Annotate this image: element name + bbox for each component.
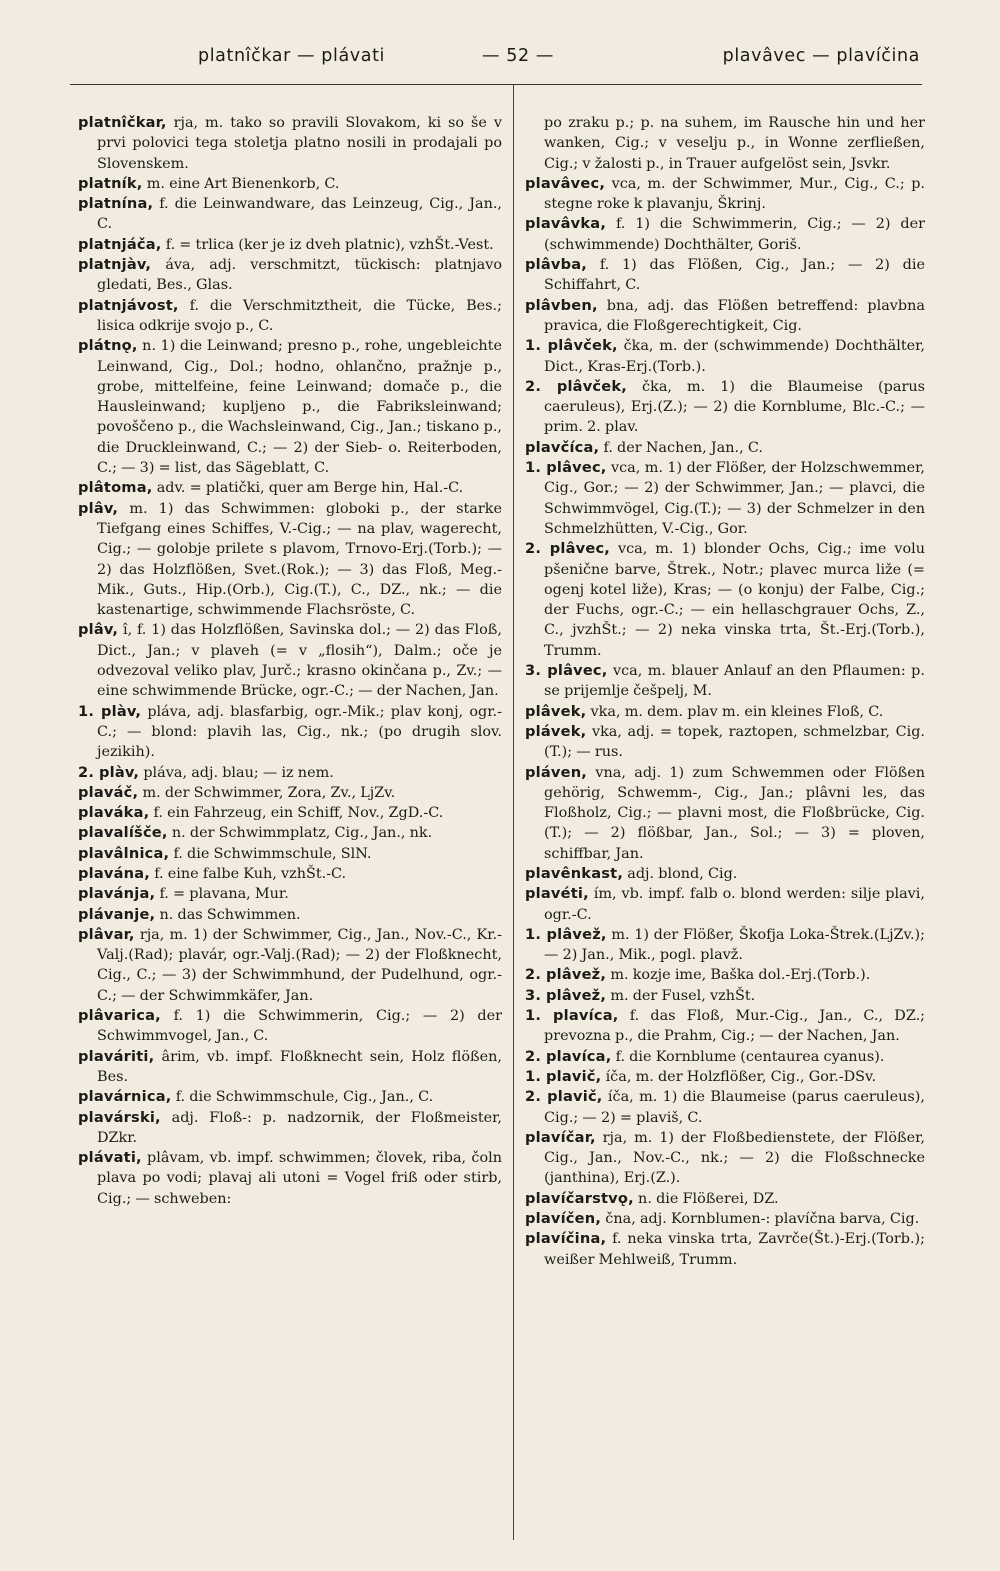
entry-definition: vca, m. blauer Anlauf an den Pflaumen: p. se prijemlje češpelj, M. — [544, 663, 925, 700]
left-column — [78, 113, 502, 1553]
dictionary-entry — [78, 1108, 502, 1149]
dictionary-entry — [525, 1189, 925, 1209]
entry-definition: î, f. 1) das Holzflößen, Savinska dol.; — 2) das Floß, Dict., Jan.; v plaveh (= v „flosih“), Dalm.; oče je odvezoval veliko plav, Jurč.; krasno okinčana p., Zv.; — eine schwimmende Brücke, ogr.-C.; — der Nachen, Jan. — [97, 622, 502, 700]
dictionary-entry — [525, 722, 925, 763]
entry-headword: plavíčina, — [525, 1230, 607, 1248]
entry-definition: f. die Kornblume (centaurea cyanus). — [615, 1048, 885, 1065]
entry-headword: plavíčarstvǫ, — [525, 1189, 634, 1207]
entry-headword: plávanje, — [78, 905, 156, 923]
dictionary-entry — [78, 296, 502, 337]
dictionary-entry — [78, 803, 502, 823]
entry-definition: plâvam, vb. impf. schwimmen; človek, riba, čoln plava po vodi; plavaj ali utoni = Vogel friß oder stirb, Cig.; — schweben: — [97, 1150, 502, 1207]
dictionary-entry — [525, 1047, 925, 1067]
entry-definition: bna, adj. das Flößen betreffend: plavbna pravica, die Floßgerechtigkeit, Cig. — [544, 297, 925, 334]
dictionary-entry — [78, 620, 502, 701]
entry-definition: f. = trlica (ker je iz dveh platnic), vzhŠt.-Vest. — [165, 236, 494, 253]
entry-headword: 2. plâvež, — [525, 966, 607, 984]
page-number: — 52 — — [482, 46, 554, 66]
running-header — [70, 46, 920, 76]
entry-definition: vna, adj. 1) zum Schwemmen oder Flößen gehörig, Schwemm-, Cig., Jan.; plâvni les, das Floßholz, Cig.; — plavni most, die Floßbrücke, Cig.(T.); — 2) flößbar, Jan., Sol.; — 3) = ploven, schiffbar, Jan. — [544, 764, 925, 862]
dictionary-entry — [78, 235, 502, 255]
header-right-guide: plavâvec — plavíčina — [722, 46, 920, 66]
entry-definition: f. die Schwimmschule, SlN. — [173, 845, 372, 862]
entry-definition: f. neka vinska trta, Zavrče(Št.)-Erj.(Torb.); weißer Mehlweiß, Trumm. — [544, 1231, 925, 1268]
dictionary-entry — [78, 702, 502, 763]
entry-headword: plávati, — [78, 1149, 142, 1167]
entry-definition: adv. = platički, quer am Berge hin, Hal.-C. — [156, 480, 464, 497]
entry-headword: pláven, — [525, 763, 588, 781]
dictionary-entry — [78, 864, 502, 884]
dictionary-entry — [525, 255, 925, 296]
entry-headword: plâv, — [78, 499, 119, 517]
dictionary-entry — [525, 1067, 925, 1087]
dictionary-entry — [78, 823, 502, 843]
right-column — [525, 113, 925, 1553]
entry-headword: platnjávost, — [78, 296, 179, 314]
entry-headword: 1. plàv, — [78, 702, 142, 720]
entry-headword: plavčíca, — [525, 438, 600, 456]
dictionary-entry — [78, 113, 502, 174]
entry-definition: f. 1) das Flößen, Cig., Jan.; — 2) die Schiffahrt, C. — [544, 257, 925, 294]
dictionary-entry — [525, 661, 925, 702]
entry-definition: m. kozje ime, Baška dol.-Erj.(Torb.). — [610, 967, 871, 984]
entry-headword: 2. plavíca, — [525, 1047, 612, 1065]
entry-definition: rja, m. 1) der Floßbedienstete, der Flößer, Cig., Jan., Nov.-C., nk.; — 2) die Floßschnecke (janthina), Erj.(Z.). — [544, 1129, 925, 1187]
entry-headword: plâv, — [78, 621, 119, 639]
dictionary-entry — [525, 458, 925, 539]
dictionary-entry — [78, 844, 502, 864]
entry-definition: rja, m. tako so pravili Slovakom, ki so še v prvi polovici tega stoletja platno nosili in prodajali po Slovenskem. — [97, 115, 502, 172]
entry-headword: 1. plâvec, — [525, 459, 607, 477]
entry-definition: m. der Schwimmer, Zora, Zv., LjZv. — [142, 784, 396, 801]
dictionary-entry — [78, 1087, 502, 1107]
dictionary-entry — [78, 783, 502, 803]
entry-definition: ím, vb. impf. falb o. blond werden: silje plavi, ogr.-C. — [544, 886, 925, 923]
dictionary-entry — [525, 296, 925, 337]
entry-definition: pláva, adj. blasfarbig, ogr.-Mik.; plav konj, ogr.-C.; — blond: plavih las, Cig., nk.; (po drugih slov. jezikih). — [97, 703, 502, 761]
entry-headword: platnîčkar, — [78, 114, 167, 131]
entry-definition: m. eine Art Bienenkorb, C. — [146, 175, 340, 192]
entry-headword: plavalíšče, — [78, 824, 168, 842]
entry-definition: f. eine falbe Kuh, vzhŠt.-C. — [154, 865, 347, 882]
entry-definition: n. 1) die Leinwand; presno p., rohe, ungebleichte Leinwand, Cig., Dol.; hodno, ohlančno, pražnje p., grobe, mittelfeine, feine Leinwand; domače p., die Hausleinwand; kupljeno p., die Fabriksleinwand; povoščeno p., die Wachsleinwand, Cig., Jan.; tiskano p., die Druckleinwand, C.; — 2) der Sieb- o. Reiterboden, C.; — 3) = list, das Sägeblatt, C. — [97, 338, 502, 477]
entry-headword: plaváč, — [78, 783, 139, 801]
entry-headword: plávek, — [525, 722, 587, 740]
dictionary-entry — [525, 702, 925, 722]
entry-definition: čna, adj. Kornblumen-: plavíčna barva, Cig. — [605, 1211, 920, 1228]
entry-headword: plavárnica, — [78, 1088, 172, 1106]
dictionary-entry — [78, 194, 502, 235]
entry-headword: 1. plâvček, — [525, 337, 618, 355]
dictionary-entry — [78, 905, 502, 925]
entry-definition: f. ein Fahrzeug, ein Schiff, Nov., ZgD.-C. — [153, 805, 444, 822]
dictionary-entry — [525, 336, 925, 377]
dictionary-entry — [525, 884, 925, 925]
dictionary-entry — [525, 438, 925, 458]
entry-headword: plavênkast, — [525, 864, 624, 882]
dictionary-entry — [78, 1047, 502, 1088]
entry-headword: plavéti, — [525, 885, 589, 903]
entry-definition: f. die Leinwandware, das Leinzeug, Cig., Jan., C. — [97, 196, 502, 233]
dictionary-entry — [525, 377, 925, 438]
entry-headword: plâvek, — [525, 702, 587, 720]
entry-headword: platnína, — [78, 195, 154, 213]
dictionary-entry — [525, 763, 925, 864]
entry-headword: 2. plâvček, — [525, 377, 628, 395]
dictionary-entry — [525, 864, 925, 884]
entry-definition: adj. Floß-: p. nadzornik, der Floßmeister, DZkr. — [97, 1109, 502, 1146]
entry-definition: n. die Flößerei, DZ. — [638, 1190, 779, 1207]
entry-definition: m. 1) das Schwimmen: globoki p., der starke Tiefgang eines Schiffes, V.-Cig.; — na plav, wagerecht, Cig.; — golobje prilete s plavom, Trnovo-Erj.(Torb.); — 2) das Holzflößen, Svet.(Rok.); — 3) das Floß, Meg.-Mik., Guts., Hip.(Orb.), Cig.(T.), C., DZ., nk.; — die kastenartige, schwimmende Flachsröste, C. — [97, 500, 502, 619]
dictionary-entry — [78, 255, 502, 296]
entry-definition: n. das Schwimmen. — [159, 906, 301, 923]
entry-headword: plavíčar, — [525, 1128, 596, 1146]
entry-headword: platník, — [78, 174, 143, 192]
entry-headword: 1. plavíca, — [525, 1007, 619, 1025]
entry-headword: plâvben, — [525, 296, 598, 314]
entry-definition: ârim, vb. impf. Floßknecht sein, Holz flößen, Bes. — [97, 1048, 502, 1085]
entry-definition: m. 1) der Flößer, Škofja Loka-Štrek.(LjZv.); — 2) Jan., Mik., pogl. plavž. — [544, 926, 925, 964]
entry-definition: čka, m. der (schwimmende) Dochthälter, Dict., Kras-Erj.(Torb.). — [544, 338, 925, 375]
entry-definition: f. 1) die Schwimmerin, Cig.; — 2) der (schwimmende) Dochthälter, Goriš. — [544, 216, 925, 253]
entry-definition: vca, m. 1) der Flößer, der Holzschwemmer, Cig., Gor.; — 2) der Schwimmer, Jan.; — plavci, die Schwimmvögel, Cig.(T.); — 3) der Schmelzer in den Schmelzhütten, V.-Cig., Gor. — [544, 460, 925, 537]
entry-headword: 1. plavič, — [525, 1067, 602, 1085]
entry-definition: íča, m. 1) die Blaumeise (parus caeruleus), Cig.; — 2) = plaviš, C. — [544, 1089, 925, 1126]
entry-definition: m. der Fusel, vzhŠt. — [610, 987, 756, 1004]
dictionary-entry — [525, 965, 925, 985]
dictionary-entry — [78, 478, 502, 498]
entry-definition: vka, m. dem. plav m. ein kleines Floß, C. — [590, 703, 884, 720]
entry-headword: plâvarica, — [78, 1007, 161, 1025]
dictionary-entry — [525, 1006, 925, 1047]
entry-headword: 1. plâvež, — [525, 925, 607, 943]
entry-headword: 2. plavič, — [525, 1088, 603, 1106]
entry-headword: 2. plàv, — [78, 763, 140, 781]
dictionary-entry — [525, 1209, 925, 1229]
entry-definition: vca, m. 1) blonder Ochs, Cig.; ime volu pšenične barve, Štrek., Notr.; plavec murca liže (= ogenj kotel liže), Kras; — (o konju) der Falbe, Cig.; der Fuchs, ogr.-C.; — ein hellaschgrauer Ochs, Z., C., jvzhŠt.; — 2) neka vinska trta, Št.-Erj.(Torb.), Trumm. — [544, 541, 925, 659]
entry-definition: čka, m. 1) die Blaumeise (parus caeruleus), Erj.(Z.); — 2) die Kornblume, Blc.-C.; — prim. 2. plav. — [544, 378, 925, 436]
entry-headword: plaváka, — [78, 804, 150, 822]
entry-headword: plavâvec, — [525, 174, 606, 192]
dictionary-entry — [525, 214, 925, 255]
dictionary-entry — [78, 763, 502, 783]
entry-headword: plavárski, — [78, 1108, 161, 1126]
entry-headword: plátnǫ, — [78, 337, 138, 355]
entry-headword: plavánja, — [78, 885, 156, 903]
entry-definition: f. die Verschmitztheit, die Tücke, Bes.; lisica odkrije svojo p., C. — [97, 297, 502, 334]
entry-headword: platnjáča, — [78, 235, 162, 253]
entry-headword: plavâvka, — [525, 215, 607, 233]
dictionary-entry — [525, 1128, 925, 1189]
entry-headword: plâvar, — [78, 925, 135, 943]
entry-definition: f. das Floß, Mur.-Cig., Jan., C., DZ.; prevozna p., die Prahm, Cig.; — der Nachen, Jan. — [544, 1008, 925, 1045]
entry-definition: pláva, adj. blau; — iz nem. — [143, 764, 334, 781]
dictionary-entry — [78, 925, 502, 1006]
entry-definition: f. = plavana, Mur. — [159, 886, 289, 903]
dictionary-entry — [78, 174, 502, 194]
entry-definition: rja, m. 1) der Schwimmer, Cig., Jan., Nov.-C., Kr.-Valj.(Rad); plavár, ogr.-Valj.(Rad); — 2) der Floßknecht, Cig., C.; — 3) der Schwimmhund, der Pudelhund, ogr.-C.; — der Schwimmkäfer, Jan. — [97, 926, 502, 1004]
entry-headword: 3. plâvež, — [525, 986, 607, 1004]
entry-headword: plavána, — [78, 864, 151, 882]
entry-definition: adj. blond, Cig. — [627, 865, 738, 882]
entry-definition: f. die Schwimmschule, Cig., Jan., C. — [175, 1089, 434, 1106]
dictionary-entry — [78, 884, 502, 904]
dictionary-entry — [525, 925, 925, 966]
entry-headword: plavíčen, — [525, 1210, 602, 1228]
entry-definition: f. der Nachen, Jan., C. — [603, 439, 763, 456]
header-rule — [70, 84, 922, 85]
dictionary-entry — [525, 539, 925, 661]
dictionary-entry — [78, 499, 502, 621]
dictionary-entry — [525, 113, 925, 174]
dictionary-entry — [525, 1087, 925, 1128]
column-divider — [513, 84, 514, 1540]
entry-definition: áva, adj. verschmitzt, tückisch: platnjavo gledati, Bes., Glas. — [97, 257, 502, 294]
entry-headword: plavâlnica, — [78, 844, 170, 862]
dictionary-entry — [78, 1148, 502, 1209]
entry-headword: plâtoma, — [78, 479, 153, 497]
dictionary-entry — [525, 1229, 925, 1270]
entry-headword: 3. plâvec, — [525, 662, 608, 680]
entry-definition: f. 1) die Schwimmerin, Cig.; — 2) der Schwimmvogel, Jan., C. — [97, 1008, 502, 1045]
entry-definition: vca, m. der Schwimmer, Mur., Cig., C.; p. stegne roke k plavanju, Škrinj. — [544, 175, 925, 213]
dictionary-entry — [78, 336, 502, 478]
entry-headword: plaváriti, — [78, 1047, 155, 1065]
header-left-guide: platnîčkar — plávati — [198, 46, 385, 66]
entry-headword: plâvba, — [525, 256, 588, 274]
dictionary-entry — [525, 174, 925, 215]
entry-definition: po zraku p.; p. na suhem, im Rausche hin und her wanken, Cig.; v veselju p., in Wonne zerfließen, Cig.; v žalosti p., in Trauer aufgelöst sein, Jsvkr. — [544, 115, 925, 172]
dictionary-entry — [78, 1006, 502, 1047]
entry-headword: platnjàv, — [78, 256, 152, 274]
dictionary-entry — [525, 986, 925, 1006]
entry-headword: 2. plâvec, — [525, 540, 611, 558]
entry-definition: íča, m. der Holzflößer, Cig., Gor.-DSv. — [605, 1068, 877, 1085]
entry-definition: vka, adj. = topek, raztopen, schmelzbar, Cig.(T.); — rus. — [544, 723, 925, 761]
entry-definition: n. der Schwimmplatz, Cig., Jan., nk. — [171, 825, 433, 842]
